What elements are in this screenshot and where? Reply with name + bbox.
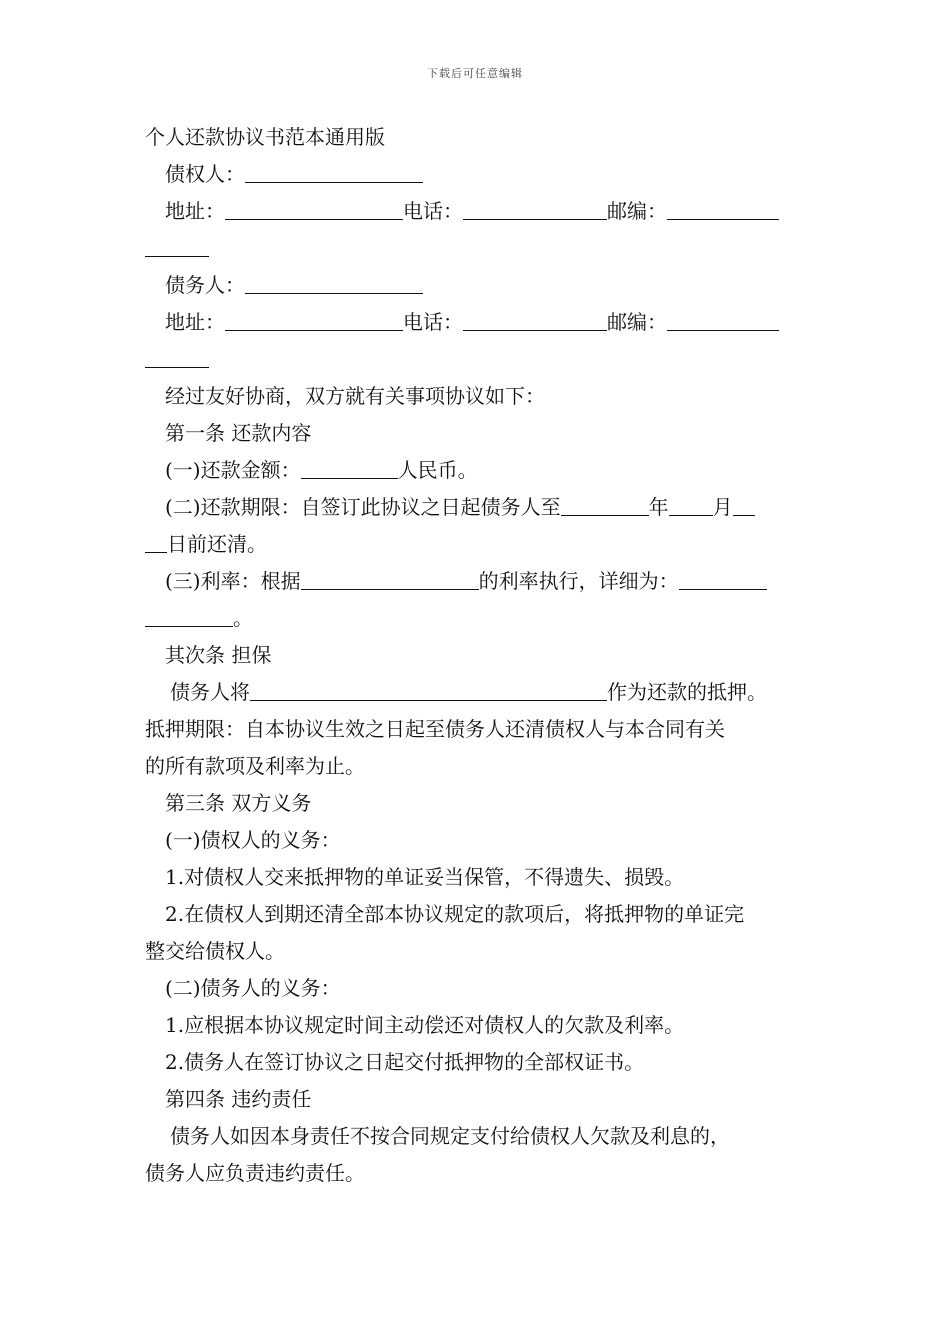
debtor-name-line — [145, 267, 807, 304]
interest-basis-blank[interactable] — [301, 565, 479, 590]
repayment-amount-line — [145, 452, 807, 489]
repayment-day-blank-cont[interactable] — [145, 528, 167, 553]
interest-detail-blank-cont[interactable] — [145, 602, 233, 627]
collateral-term-line2: 的所有款项及利率为止。 — [145, 754, 365, 778]
creditor-phone-label: 电话： — [403, 199, 463, 223]
interest-rate-line — [145, 563, 807, 600]
debtor-phone-label: 电话： — [403, 310, 463, 334]
creditor-address-line — [145, 193, 807, 230]
debtor-postcode-continuation — [145, 341, 807, 378]
creditor-duty-2-line1: 2.在债权人到期还清全部本协议规定的款项后，将抵押物的单证完 — [165, 902, 745, 926]
interest-rate-end: 。 — [233, 606, 253, 630]
creditor-postcode-blank[interactable] — [667, 195, 779, 220]
collateral-suffix: 作为还款的抵押。 — [607, 680, 767, 704]
debtor-duty-1: 1.应根据本协议规定时间主动偿还对债权人的欠款及利率。 — [165, 1013, 685, 1037]
article4-heading: 第四条 违约责任 — [165, 1087, 312, 1111]
debtor-address-line — [145, 304, 807, 341]
breach-text-line2: 债务人应负责违约责任。 — [145, 1161, 365, 1185]
creditor-postcode-blank-cont[interactable] — [145, 232, 209, 257]
repayment-day-blank[interactable] — [733, 491, 755, 516]
debtor-postcode-blank[interactable] — [667, 306, 779, 331]
month-label: 月 — [712, 495, 733, 519]
creditor-name-blank[interactable] — [245, 158, 423, 183]
creditor-address-blank[interactable] — [225, 195, 403, 220]
repayment-period-continuation — [145, 526, 807, 563]
document-title: 个人还款协议书范本通用版 — [145, 125, 385, 149]
creditor-duties-heading: (一)债权人的义务： — [165, 828, 341, 852]
debtor-postcode-blank-cont[interactable] — [145, 343, 209, 368]
repayment-month-blank[interactable] — [669, 491, 713, 516]
article1-heading: 第一条 还款内容 — [165, 421, 312, 445]
debtor-name-blank[interactable] — [245, 269, 423, 294]
interest-detail-blank[interactable] — [679, 565, 767, 590]
creditor-name-label: 债权人： — [165, 162, 245, 186]
collateral-line — [145, 674, 807, 711]
debtor-duties-heading: (二)债务人的义务： — [165, 976, 341, 1000]
collateral-blank[interactable] — [250, 676, 607, 701]
interest-rate-continuation — [145, 600, 807, 637]
interest-rate-label: (三)利率：根据 — [165, 569, 301, 593]
collateral-term-line1: 抵押期限：自本协议生效之日起至债务人还清债权人与本合同有关 — [145, 717, 725, 741]
repayment-amount-suffix: 人民币。 — [397, 458, 478, 482]
document-body — [145, 119, 807, 1192]
repayment-year-blank[interactable] — [561, 491, 649, 516]
creditor-phone-blank[interactable] — [463, 195, 607, 220]
debtor-address-blank[interactable] — [225, 306, 403, 331]
creditor-postcode-label: 邮编： — [607, 199, 667, 223]
debtor-postcode-label: 邮编： — [607, 310, 667, 334]
repayment-amount-blank[interactable] — [301, 454, 398, 479]
creditor-postcode-continuation — [145, 230, 807, 267]
repayment-period-line — [145, 489, 807, 526]
breach-text-line1: 债务人如因本身责任不按合同规定支付给债权人欠款及利息的， — [170, 1124, 730, 1148]
collateral-label: 债务人将 — [170, 680, 250, 704]
repayment-amount-label: (一)还款金额： — [165, 458, 301, 482]
creditor-name-line — [145, 156, 807, 193]
year-label: 年 — [648, 495, 669, 519]
article3-heading: 第三条 双方义务 — [165, 791, 312, 815]
debtor-address-label: 地址： — [165, 310, 225, 334]
article2-heading: 其次条 担保 — [165, 643, 272, 667]
creditor-address-label: 地址： — [165, 199, 225, 223]
creditor-duty-2-line2: 整交给债权人。 — [145, 939, 285, 963]
debtor-phone-blank[interactable] — [463, 306, 607, 331]
header-note: 下载后可任意编辑 — [427, 67, 523, 80]
day-suffix: 日前还清。 — [167, 532, 267, 556]
debtor-name-label: 债务人： — [165, 273, 245, 297]
interest-rate-middle: 的利率执行，详细为： — [478, 569, 679, 593]
debtor-duty-2: 2.债务人在签订协议之日起交付抵押物的全部权证书。 — [165, 1050, 645, 1074]
creditor-duty-1: 1.对债权人交来抵押物的单证妥当保管，不得遗失、损毁。 — [165, 865, 685, 889]
repayment-period-label: (二)还款期限：自签订此协议之日起债务人至 — [165, 495, 561, 519]
intro-line: 经过友好协商，双方就有关事项协议如下： — [165, 384, 545, 408]
